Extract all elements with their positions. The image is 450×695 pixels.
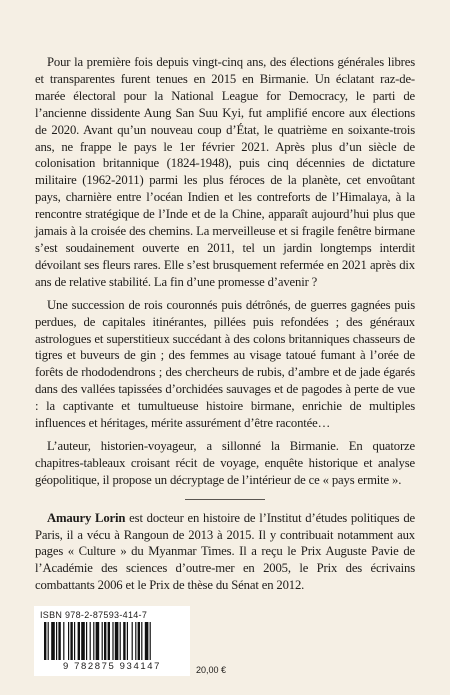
blurb-paragraph-3: L’auteur, historien-voyageur, a sillonné la Birmanie. En quatorze chapitres-tableaux croisant récit de voyage, enquête historique et analyse géopolitique, il propose un décryptage de l’intérieur de ce « pays ermite ». (35, 438, 415, 487)
separator-rule (185, 499, 265, 500)
author-bio (35, 510, 415, 595)
blurb-paragraph-2: Une succession de rois couronnés puis détrônés, de guerres gagnées puis perdues, de capitales itinérantes, pillées puis refondées ; des généraux astrologues et superstitieux succédant à des colons britanniques chasseurs de tigres et buveurs de gin ; des femmes au visage tatoué fumant à l’orée de forêts de rhododendrons ; des chercheurs de rubis, d’ambre et de jade égarés dans des vallées tapissées d’orchidées sauvages et de pagodes à perte de vue : la captivante et tumultueuse histoire birmane, enrichie de multiples influences et héritages, mérite assurément d’être racontée… (35, 297, 415, 431)
barcode-box (34, 606, 190, 676)
barcode-icon (44, 622, 180, 660)
blurb-text (35, 54, 415, 594)
isbn-label: ISBN 978-2-87593-414-7 (40, 610, 148, 620)
author-name: Amaury Lorin (47, 510, 126, 525)
price-label: 20,00 € (196, 665, 227, 675)
author-bio-text: est docteur en histoire de l’Institut d’études politiques de Paris, il a vécu à Rangoun de 2013 à 2015. Il y contribuait notamment aux pages « Culture » du Myanmar Times. Il a reçu le Prix Auguste Pavie de l’Académie des sciences d’outre-mer en 2005, le Prix des écrivains combattants 2006 et le Prix de thèse du Sénat en 2012. (35, 510, 415, 593)
barcode-digits: 9 782875 934147 (63, 661, 161, 672)
blurb-paragraph-1: Pour la première fois depuis vingt-cinq ans, des élections générales libres et transparentes furent tenues en 2015 en Birmanie. Un éclatant raz-de-marée électoral pour la National League for Democracy, le parti de l’ancienne dissidente Aung San Suu Kyi, fut amplifié encore aux élections de 2020. Avant qu’un nouveau coup d’État, le quatrième en soixante-trois ans, ne frappe le pays le 1er février 2021. Après plus d’un siècle de colonisation britannique (1824-1948), puis cinq décennies de dictature militaire (1962-2011) parmi les plus féroces de la planète, cet envoûtant pays, charnière entre l’océan Indien et les contreforts de l’Himalaya, à la rencontre stratégique de l’Inde et de la Chine, apparaît aujourd’hui plus que jamais à la croisée des chemins. La merveilleuse et si fragile fenêtre birmane s’est soudainement ouverte en 2011, tel un jardin longtemps interdit dévoilant ses fleurs rares. Elle s’est brusquement refermée en 2021 après dix ans de relative stabilité. La fin d’une promesse d’avenir ? (35, 55, 415, 289)
